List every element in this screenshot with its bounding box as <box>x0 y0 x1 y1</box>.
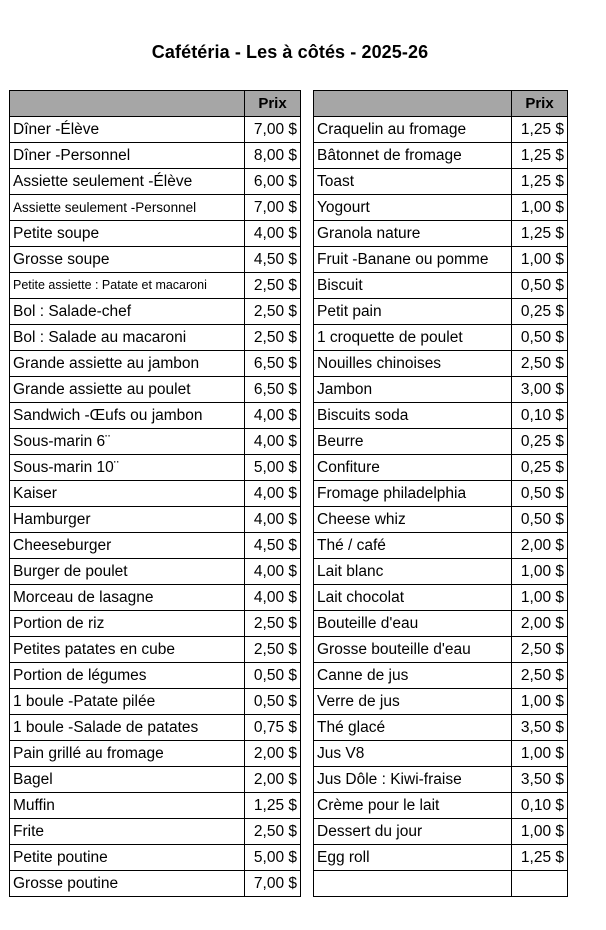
item-price: 1,00 $ <box>512 741 568 767</box>
item-name: Petite poutine <box>10 845 245 871</box>
item-name: Thé glacé <box>314 715 512 741</box>
table-row <box>10 481 301 507</box>
item-name: Bol : Salade-chef <box>10 299 245 325</box>
item-price: 4,00 $ <box>245 221 301 247</box>
item-name: Sous-marin 10¨ <box>10 455 245 481</box>
item-price: 8,00 $ <box>245 143 301 169</box>
table-row <box>314 169 568 195</box>
table-row <box>10 559 301 585</box>
item-name: Craquelin au fromage <box>314 117 512 143</box>
item-name: Sous-marin 6¨ <box>10 429 245 455</box>
table-row <box>314 767 568 793</box>
table-row <box>314 663 568 689</box>
item-name: Frite <box>10 819 245 845</box>
table-row <box>10 871 301 897</box>
item-name: Beurre <box>314 429 512 455</box>
item-name: Thé / café <box>314 533 512 559</box>
price-header: Prix <box>245 91 301 117</box>
item-price: 5,00 $ <box>245 845 301 871</box>
item-price: 2,00 $ <box>245 767 301 793</box>
item-name: Bol : Salade au macaroni <box>10 325 245 351</box>
item-name: Confiture <box>314 455 512 481</box>
item-name: Canne de jus <box>314 663 512 689</box>
item-name: Cheeseburger <box>10 533 245 559</box>
item-name: Bouteille d'eau <box>314 611 512 637</box>
item-name: Portion de légumes <box>10 663 245 689</box>
item-price: 1,00 $ <box>512 585 568 611</box>
item-name: Yogourt <box>314 195 512 221</box>
item-price: 0,50 $ <box>512 507 568 533</box>
item-name: Biscuit <box>314 273 512 299</box>
table-row <box>10 325 301 351</box>
item-name: Grande assiette au poulet <box>10 377 245 403</box>
item-name: Bagel <box>10 767 245 793</box>
item-price: 0,50 $ <box>512 273 568 299</box>
table-row <box>314 871 568 897</box>
table-row <box>10 299 301 325</box>
table-row <box>10 663 301 689</box>
item-price: 6,50 $ <box>245 351 301 377</box>
item-name: Sandwich -Œufs ou jambon <box>10 403 245 429</box>
table-row <box>314 195 568 221</box>
item-name: Grosse poutine <box>10 871 245 897</box>
item-name: Petite soupe <box>10 221 245 247</box>
table-row <box>314 637 568 663</box>
item-name: Jambon <box>314 377 512 403</box>
table-row <box>314 819 568 845</box>
item-price: 2,00 $ <box>512 611 568 637</box>
table-row <box>314 793 568 819</box>
item-price: 3,50 $ <box>512 715 568 741</box>
item-name: Morceau de lasagne <box>10 585 245 611</box>
item-price: 0,50 $ <box>512 325 568 351</box>
table-row <box>10 247 301 273</box>
item-price: 2,50 $ <box>512 663 568 689</box>
table-row <box>10 767 301 793</box>
item-price: 2,50 $ <box>245 325 301 351</box>
item-price: 1,00 $ <box>512 689 568 715</box>
item-name: Biscuits soda <box>314 403 512 429</box>
table-row <box>10 845 301 871</box>
table-row <box>314 741 568 767</box>
item-name: Toast <box>314 169 512 195</box>
item-name: Muffin <box>10 793 245 819</box>
table-row <box>10 429 301 455</box>
item-name: Nouilles chinoises <box>314 351 512 377</box>
item-name: Grosse bouteille d'eau <box>314 637 512 663</box>
item-price: 0,25 $ <box>512 299 568 325</box>
item-price: 5,00 $ <box>245 455 301 481</box>
table-row <box>10 689 301 715</box>
table-row <box>10 637 301 663</box>
item-price: 2,00 $ <box>512 533 568 559</box>
table-row <box>314 325 568 351</box>
table-row <box>10 715 301 741</box>
item-name: Dessert du jour <box>314 819 512 845</box>
item-name: Jus V8 <box>314 741 512 767</box>
table-row <box>10 195 301 221</box>
item-price: 2,50 $ <box>245 637 301 663</box>
table-row <box>10 403 301 429</box>
item-name: Crème pour le lait <box>314 793 512 819</box>
item-price: 0,50 $ <box>245 689 301 715</box>
item-price: 1,25 $ <box>512 143 568 169</box>
item-price: 4,50 $ <box>245 247 301 273</box>
item-price: 2,50 $ <box>245 819 301 845</box>
item-name: Petit pain <box>314 299 512 325</box>
table-row <box>314 143 568 169</box>
item-name: Cheese whiz <box>314 507 512 533</box>
item-name: Jus Dôle : Kiwi-fraise <box>314 767 512 793</box>
item-name: Assiette seulement -Personnel <box>10 195 245 221</box>
item-price: 2,50 $ <box>245 273 301 299</box>
item-price: 1,00 $ <box>512 195 568 221</box>
item-header-cell <box>314 91 512 117</box>
item-name: 1 boule -Patate pilée <box>10 689 245 715</box>
item-name: Dîner -Personnel <box>10 143 245 169</box>
table-row <box>10 793 301 819</box>
item-name: Portion de riz <box>10 611 245 637</box>
table-row <box>10 507 301 533</box>
table-row <box>314 611 568 637</box>
table-row <box>314 585 568 611</box>
item-price: 0,75 $ <box>245 715 301 741</box>
item-name: Burger de poulet <box>10 559 245 585</box>
table-row <box>314 221 568 247</box>
item-price: 1,00 $ <box>512 819 568 845</box>
item-price: 4,00 $ <box>245 585 301 611</box>
item-price: 1,25 $ <box>512 169 568 195</box>
item-price: 0,10 $ <box>512 403 568 429</box>
item-price: 4,00 $ <box>245 481 301 507</box>
table-row <box>314 533 568 559</box>
table-row <box>314 403 568 429</box>
item-price: 4,00 $ <box>245 507 301 533</box>
item-price: 4,00 $ <box>245 403 301 429</box>
item-name: Bâtonnet de fromage <box>314 143 512 169</box>
item-name: Lait blanc <box>314 559 512 585</box>
item-price <box>512 871 568 897</box>
item-name: Fromage philadelphia <box>314 481 512 507</box>
item-name: Granola nature <box>314 221 512 247</box>
item-price: 0,25 $ <box>512 429 568 455</box>
item-name: Dîner -Élève <box>10 117 245 143</box>
item-price: 6,50 $ <box>245 377 301 403</box>
table-row <box>10 377 301 403</box>
table-row <box>314 299 568 325</box>
item-price: 3,00 $ <box>512 377 568 403</box>
table-header-row <box>314 91 568 117</box>
item-price: 3,50 $ <box>512 767 568 793</box>
item-name: Hamburger <box>10 507 245 533</box>
item-name: Kaiser <box>10 481 245 507</box>
table-row <box>10 351 301 377</box>
item-price: 2,50 $ <box>512 637 568 663</box>
item-header-cell <box>10 91 245 117</box>
item-name: Pain grillé au fromage <box>10 741 245 767</box>
item-price: 0,50 $ <box>245 663 301 689</box>
item-price: 2,50 $ <box>245 299 301 325</box>
table-row <box>314 455 568 481</box>
table-row <box>314 715 568 741</box>
item-price: 0,50 $ <box>512 481 568 507</box>
item-price: 1,25 $ <box>512 221 568 247</box>
item-price: 7,00 $ <box>245 117 301 143</box>
table-row <box>10 169 301 195</box>
item-price: 2,50 $ <box>245 611 301 637</box>
table-header-row <box>10 91 301 117</box>
item-price: 4,50 $ <box>245 533 301 559</box>
item-price: 4,00 $ <box>245 429 301 455</box>
item-name: Petite assiette : Patate et macaroni <box>10 273 245 299</box>
table-row <box>10 143 301 169</box>
menu-table-right <box>313 90 568 897</box>
item-name: Verre de jus <box>314 689 512 715</box>
item-name <box>314 871 512 897</box>
item-price: 2,50 $ <box>512 351 568 377</box>
item-name: Assiette seulement -Élève <box>10 169 245 195</box>
item-price: 1,25 $ <box>512 117 568 143</box>
table-row <box>10 585 301 611</box>
item-name: Petites patates en cube <box>10 637 245 663</box>
table-row <box>314 559 568 585</box>
table-row <box>10 819 301 845</box>
table-row <box>10 455 301 481</box>
table-row <box>10 273 301 299</box>
table-row <box>314 689 568 715</box>
item-price: 4,00 $ <box>245 559 301 585</box>
item-price: 1,25 $ <box>512 845 568 871</box>
table-row <box>314 377 568 403</box>
price-header: Prix <box>512 91 568 117</box>
item-name: 1 croquette de poulet <box>314 325 512 351</box>
table-row <box>314 429 568 455</box>
table-row <box>10 533 301 559</box>
table-row <box>10 221 301 247</box>
table-row <box>314 351 568 377</box>
item-price: 7,00 $ <box>245 195 301 221</box>
table-row <box>314 845 568 871</box>
item-price: 0,25 $ <box>512 455 568 481</box>
item-name: Lait chocolat <box>314 585 512 611</box>
item-name: Grosse soupe <box>10 247 245 273</box>
item-price: 1,00 $ <box>512 247 568 273</box>
table-row <box>314 117 568 143</box>
item-price: 0,10 $ <box>512 793 568 819</box>
item-price: 1,00 $ <box>512 559 568 585</box>
item-price: 7,00 $ <box>245 871 301 897</box>
table-row <box>10 611 301 637</box>
item-name: Grande assiette au jambon <box>10 351 245 377</box>
item-name: 1 boule -Salade de patates <box>10 715 245 741</box>
table-row <box>314 481 568 507</box>
table-row <box>10 741 301 767</box>
table-row <box>314 273 568 299</box>
menu-table-left <box>9 90 301 897</box>
item-name: Fruit -Banane ou pomme <box>314 247 512 273</box>
table-row <box>10 117 301 143</box>
item-price: 6,00 $ <box>245 169 301 195</box>
item-price: 1,25 $ <box>245 793 301 819</box>
page-title: Cafétéria - Les à côtés - 2025-26 <box>151 42 429 62</box>
table-row <box>314 507 568 533</box>
item-price: 2,00 $ <box>245 741 301 767</box>
item-name: Egg roll <box>314 845 512 871</box>
table-row <box>314 247 568 273</box>
